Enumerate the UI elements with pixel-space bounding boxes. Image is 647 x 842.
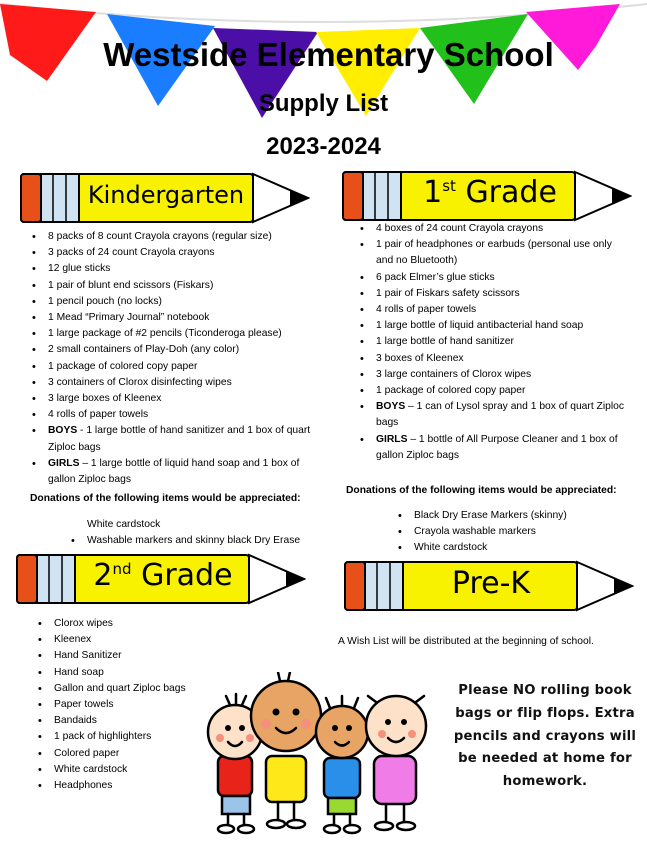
list-item — [30, 456, 320, 488]
second-grade-label — [80, 558, 246, 593]
page-subtitle: Supply List — [258, 90, 389, 117]
first-grade-num: 1 — [423, 175, 443, 210]
first-grade-donations-list — [396, 508, 636, 557]
list-item-text: 1 package of colored copy paper — [48, 360, 198, 372]
list-item: • Washable markers and skinny black Dry Erase — [69, 533, 329, 549]
list-item-bold: BOYS — [376, 401, 406, 413]
first-grade-word: Grade — [465, 175, 557, 210]
list-item: • Hand soap — [36, 665, 236, 681]
list-item-text: 1 package of colored copy paper — [376, 385, 526, 397]
children-illustration — [200, 672, 450, 837]
prek-note: A Wish List will be distributed at the beginning of school. — [338, 636, 594, 647]
list-item-text: – 1 large bottle of liquid hand soap and 1 box of gallon Ziploc bags — [48, 457, 300, 486]
list-item — [30, 310, 320, 326]
list-item-text: 1 Mead “Primary Journal” notebook — [48, 312, 210, 324]
kindergarten-donations-heading: Donations of the following items would be appreciated: — [30, 493, 301, 504]
list-item — [30, 342, 320, 358]
list-item-text: 1 pair of blunt end scissors (Fiskars) — [48, 279, 214, 291]
list-item — [358, 334, 630, 350]
list-item — [30, 261, 320, 277]
list-item: • Crayola washable markers — [396, 524, 636, 540]
list-item: • Hand Sanitizer — [36, 648, 236, 664]
list-item: • Paper towels — [36, 697, 236, 713]
second-grade-word: Grade — [141, 558, 233, 593]
list-item — [30, 391, 320, 407]
list-item — [358, 432, 630, 464]
list-item — [30, 229, 320, 245]
prek-pencil — [344, 560, 634, 612]
kindergarten-label: Kindergarten — [87, 181, 245, 209]
list-item-text: 1 large package of #2 pencils (Ticonderoga please) — [48, 328, 282, 340]
list-item: • 1 pack of highlighters — [36, 729, 236, 745]
list-item — [30, 423, 320, 455]
list-item-text: - 1 large bottle of hand sanitizer and 1 box of quart Ziploc bags — [48, 425, 311, 453]
list-item-text: 4 rolls of paper towels — [376, 304, 477, 316]
footer-note: Please NO rolling book bags or flip flops. Extra pencils and crayons will be needed at home for homework. — [453, 683, 637, 790]
school-name: Westside Elementary School — [103, 36, 554, 73]
list-item — [358, 399, 630, 431]
list-item — [358, 318, 630, 334]
second-grade-pencil — [16, 553, 306, 605]
list-item — [358, 270, 630, 286]
list-item: • White cardstock — [396, 540, 636, 556]
list-item — [358, 367, 630, 383]
list-item — [358, 383, 630, 399]
list-item-text: – 1 can of Lysol spray and 1 box of quart Ziploc bags — [376, 401, 625, 429]
list-item-text: 1 pencil pouch (no locks) — [48, 295, 162, 307]
kindergarten-donations-list — [69, 533, 329, 549]
list-item-text: 4 rolls of paper towels — [48, 409, 149, 421]
list-item-text: 1 large bottle of hand sanitizer — [376, 336, 514, 348]
list-item — [30, 245, 320, 261]
list-item — [358, 286, 630, 302]
list-item-text: 12 glue sticks — [48, 263, 111, 275]
kindergarten-donation-plain: White cardstock — [87, 519, 161, 530]
list-item: • Gallon and quart Ziploc bags — [36, 681, 236, 697]
list-item: • Headphones — [36, 778, 236, 794]
school-year: 2023-2024 — [266, 133, 381, 160]
list-item-text: 4 boxes of 24 count Crayola crayons — [376, 223, 544, 234]
list-item — [30, 278, 320, 294]
list-item-text: 3 large boxes of Kleenex — [48, 393, 162, 405]
list-item-text: 1 pair of Fiskars safety scissors — [376, 287, 520, 299]
list-item — [30, 294, 320, 310]
kindergarten-list — [30, 229, 320, 488]
list-item-text: 3 packs of 24 count Crayola crayons — [48, 247, 215, 259]
list-item: • Kleenex — [36, 632, 236, 648]
list-item — [358, 237, 630, 269]
list-item-text: – 1 bottle of All Purpose Cleaner and 1 box of gallon Ziploc bags — [376, 433, 618, 461]
list-item-text: 3 containers of Clorox disinfecting wipes — [48, 376, 232, 388]
prek-label: Pre-K — [451, 566, 531, 601]
list-item-text: 2 small containers of Play-Doh (any color) — [48, 344, 240, 356]
list-item-bold: GIRLS — [376, 433, 408, 445]
list-item: • Colored paper — [36, 746, 236, 762]
list-item-bold: GIRLS — [48, 457, 80, 469]
list-item: • Bandaids — [36, 713, 236, 729]
list-item — [358, 302, 630, 318]
list-item-text: 1 pair of headphones or earbuds (personal use only and no Bluetooth) — [376, 239, 612, 267]
second-grade-num: 2 — [93, 558, 113, 593]
list-item-text: 3 boxes of Kleenex — [376, 352, 464, 364]
first-grade-sup: st — [442, 177, 456, 195]
first-grade-pencil — [342, 170, 632, 222]
list-item-text: 6 pack Elmer’s glue sticks — [376, 271, 495, 283]
first-grade-donations-heading: Donations of the following items would be appreciated: — [346, 485, 617, 496]
first-grade-list — [358, 221, 630, 464]
list-item: • White cardstock — [36, 762, 236, 778]
list-item-text: 8 packs of 8 count Crayola crayons (regular size) — [48, 231, 272, 242]
list-item: • Clorox wipes — [36, 616, 236, 632]
list-item — [358, 351, 630, 367]
kindergarten-pencil — [20, 172, 310, 224]
list-item — [30, 375, 320, 391]
list-item — [30, 326, 320, 342]
list-item — [30, 359, 320, 375]
second-grade-sup: nd — [112, 560, 132, 578]
first-grade-label — [408, 175, 572, 210]
list-item-text: 3 large containers of Clorox wipes — [376, 368, 532, 380]
list-item-bold: BOYS — [48, 425, 78, 437]
list-item: • Black Dry Erase Markers (skinny) — [396, 508, 636, 524]
list-item — [30, 407, 320, 423]
list-item-text: 1 large bottle of liquid antibacterial hand soap — [376, 320, 584, 332]
list-item — [358, 221, 630, 237]
